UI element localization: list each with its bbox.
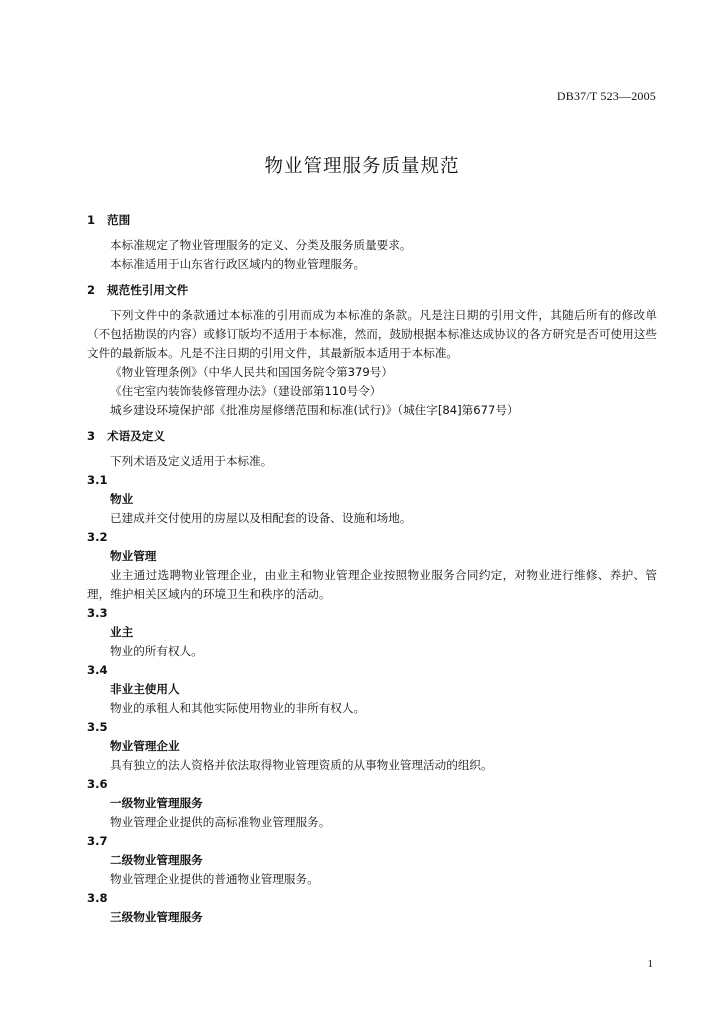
term-entry — [87, 661, 657, 718]
term-name: 物业 — [110, 492, 134, 506]
term-name: 三级物业管理服务 — [110, 910, 203, 924]
paragraph: 下列术语及定义适用于本标准。 — [110, 454, 273, 468]
term-definition: 物业管理企业提供的普通物业管理服务。 — [110, 872, 319, 886]
term-number: 3.6 — [87, 777, 108, 791]
document-title: 物业管理服务质量规范 — [264, 156, 460, 177]
term-name: 物业管理企业 — [110, 739, 180, 753]
term-definition: 物业的所有权人。 — [110, 644, 203, 658]
term-number: 3.3 — [87, 606, 108, 620]
section-title: 范围 — [107, 213, 131, 227]
term-definition: 具有独立的法人资格并依法取得物业管理资质的从事物业管理活动的组织。 — [110, 758, 493, 772]
section-heading-normative-references — [87, 280, 657, 306]
reference-item: 《物业管理条例》（中华人民共和国国务院令第379号） — [110, 365, 393, 379]
section-number: 1 — [87, 213, 96, 227]
section-number: 3 — [87, 429, 96, 443]
standard-code: DB37/T 523—2005 — [556, 89, 656, 103]
paragraph: 本标准规定了物业管理服务的定义、分类及服务质量要求。 — [110, 238, 412, 252]
term-definition: 已建成并交付使用的房屋以及相配套的设备、设施和场地。 — [110, 511, 412, 525]
term-entry — [87, 889, 657, 927]
term-number: 3.7 — [87, 834, 108, 848]
section-heading-terms-definitions — [87, 426, 657, 452]
paragraph: 本标准适用于山东省行政区域内的物业管理服务。 — [110, 257, 366, 271]
term-definition: 业主通过选聘物业管理企业，由业主和物业管理企业按照物业服务合同约定，对物业进行维修、养护、管理，维护相关区域内的环境卫生和秩序的活动。 — [87, 568, 657, 601]
term-entry — [87, 718, 657, 775]
reference-item: 《住宅室内装饰装修管理办法》（建设部第110号令） — [110, 384, 382, 398]
term-name: 非业主使用人 — [110, 682, 180, 696]
term-number: 3.2 — [87, 530, 108, 544]
term-number: 3.8 — [87, 891, 108, 905]
section-heading-scope — [87, 210, 657, 236]
term-definition: 物业的承租人和其他实际使用物业的非所有权人。 — [110, 701, 366, 715]
term-name: 二级物业管理服务 — [110, 853, 203, 867]
term-entry — [87, 832, 657, 889]
term-number: 3.1 — [87, 473, 108, 487]
reference-item: 城乡建设环境保护部《批准房屋修缮范围和标准(试行)》（城住字[84]第677号） — [110, 403, 519, 417]
page-number: 1 — [647, 958, 653, 970]
term-name: 业主 — [110, 625, 134, 639]
section-number: 2 — [87, 283, 96, 297]
term-name: 物业管理 — [110, 549, 157, 563]
term-entry — [87, 528, 657, 604]
section-title: 规范性引用文件 — [107, 283, 189, 297]
paragraph: 下列文件中的条款通过本标准的引用而成为本标准的条款。凡是注日期的引用文件，其随后所有的修改单（不包括勘误的内容）或修订版均不适用于本标准，然而，鼓励根据本标准达成协议的各方研究是否可使用这些文件的最新版本。凡是不注日期的引用文件，其最新版本适用于本标准。 — [87, 308, 657, 360]
section-title: 术语及定义 — [107, 429, 165, 443]
term-entry — [87, 604, 657, 661]
term-entry — [87, 775, 657, 832]
term-number: 3.5 — [87, 720, 108, 734]
term-name: 一级物业管理服务 — [110, 796, 203, 810]
document-body — [87, 210, 657, 927]
term-entry — [87, 471, 657, 528]
term-number: 3.4 — [87, 663, 108, 677]
term-definition: 物业管理企业提供的高标准物业管理服务。 — [110, 815, 331, 829]
